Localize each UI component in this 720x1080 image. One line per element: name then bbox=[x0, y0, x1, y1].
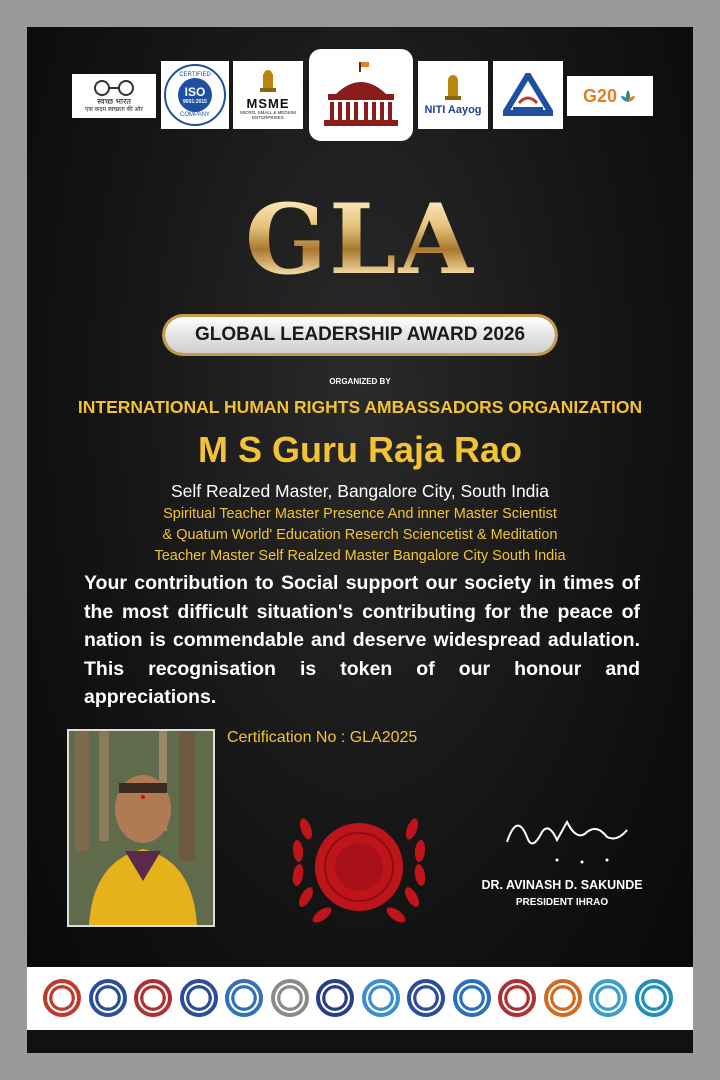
signature-mark bbox=[487, 802, 647, 872]
lotus-icon bbox=[619, 88, 637, 104]
swachh-logo-text: स्वच्छ भारत bbox=[97, 97, 131, 107]
citation-text: Your contribution to Social support our society in times of the most difficult situation's contributing for the peace of nation is commendable and deserve widespread adulation. This recognisation is token of our honour and appreciations. bbox=[84, 572, 640, 708]
recipient-name: M S Guru Raja Rao bbox=[197, 429, 523, 470]
footer-badge-icon bbox=[43, 979, 81, 1017]
parliament-building-icon bbox=[318, 60, 404, 130]
organization-name: INTERNATIONAL HUMAN RIGHTS AMBASSADORS ORGANIZATION bbox=[77, 397, 643, 417]
footer-badge-icon bbox=[407, 979, 445, 1017]
bottom-bar bbox=[27, 1030, 693, 1053]
description-line: Spiritual Teacher Master Presence And inner Master Scientist bbox=[163, 506, 557, 522]
msme-subtext: MICRO, SMALL & MEDIUM ENTERPRISES bbox=[240, 109, 296, 120]
emblem-icon bbox=[257, 70, 279, 96]
organized-by-label: ORGANIZED BY bbox=[329, 377, 391, 386]
recipient-description bbox=[27, 504, 693, 567]
recipient-subtitle: Self Realzed Master, Bangalore City, South India bbox=[170, 481, 550, 501]
g20-text: G20 bbox=[582, 85, 618, 106]
msme-logo bbox=[233, 61, 303, 129]
recipient-photo bbox=[67, 729, 215, 927]
iso-bottom-text: COMPANY bbox=[180, 112, 210, 118]
g20-logo bbox=[567, 76, 653, 116]
footer-badge-icon bbox=[180, 979, 218, 1017]
red-seal bbox=[284, 789, 434, 939]
footer-badge-icon bbox=[498, 979, 536, 1017]
iso-top-text: CERTIFIED bbox=[179, 72, 211, 78]
footer-badge-icon bbox=[134, 979, 172, 1017]
spectacles-icon bbox=[84, 78, 144, 98]
swachh-bharat-logo bbox=[72, 74, 156, 118]
niti-aayog-logo bbox=[418, 61, 488, 129]
signer-name: DR. AVINASH D. SAKUNDE bbox=[481, 878, 643, 892]
footer-badge-icon bbox=[589, 979, 627, 1017]
footer-badge-icon bbox=[271, 979, 309, 1017]
portrait-illustration bbox=[69, 731, 213, 925]
bis-triangle-icon bbox=[503, 73, 553, 117]
emblem-icon bbox=[442, 74, 464, 104]
iso-main-text: ISO bbox=[184, 85, 206, 99]
award-title-banner bbox=[165, 317, 555, 353]
signer-title: PRESIDENT IHRAO bbox=[515, 897, 609, 908]
iso-logo bbox=[161, 61, 229, 129]
logo-strip bbox=[67, 49, 653, 149]
footer-badge-icon bbox=[225, 979, 263, 1017]
footer-badge-icon bbox=[635, 979, 673, 1017]
bis-logo bbox=[493, 61, 563, 129]
signature bbox=[487, 802, 647, 872]
award-title: GLOBAL LEADERSHIP AWARD 2026 bbox=[194, 324, 526, 345]
niti-aayog-text: NITI Aayog bbox=[424, 104, 482, 116]
certificate bbox=[27, 27, 693, 1053]
award-acronym: GLA bbox=[27, 192, 693, 288]
laurel-seal-icon bbox=[284, 789, 434, 939]
certification-number: Certification No : GLA2025 bbox=[227, 729, 418, 746]
iso-number: 9001:2015 bbox=[183, 99, 207, 105]
description-line: Teacher Master Self Realzed Master Bangalore City South India bbox=[154, 548, 566, 564]
parliament-logo bbox=[309, 49, 413, 141]
footer-badge-icon bbox=[362, 979, 400, 1017]
footer-badge-icon bbox=[453, 979, 491, 1017]
footer-badge-icon bbox=[89, 979, 127, 1017]
footer-badge-icon bbox=[544, 979, 582, 1017]
description-line: & Quatum World' Education Reserch Sciencetist & Meditation bbox=[162, 527, 558, 543]
footer-badge-strip bbox=[27, 967, 693, 1030]
swachh-logo-tagline: एक कदम स्वच्छता की ओर bbox=[85, 107, 143, 114]
footer-badge-icon bbox=[316, 979, 354, 1017]
msme-text: MSME bbox=[246, 95, 290, 111]
